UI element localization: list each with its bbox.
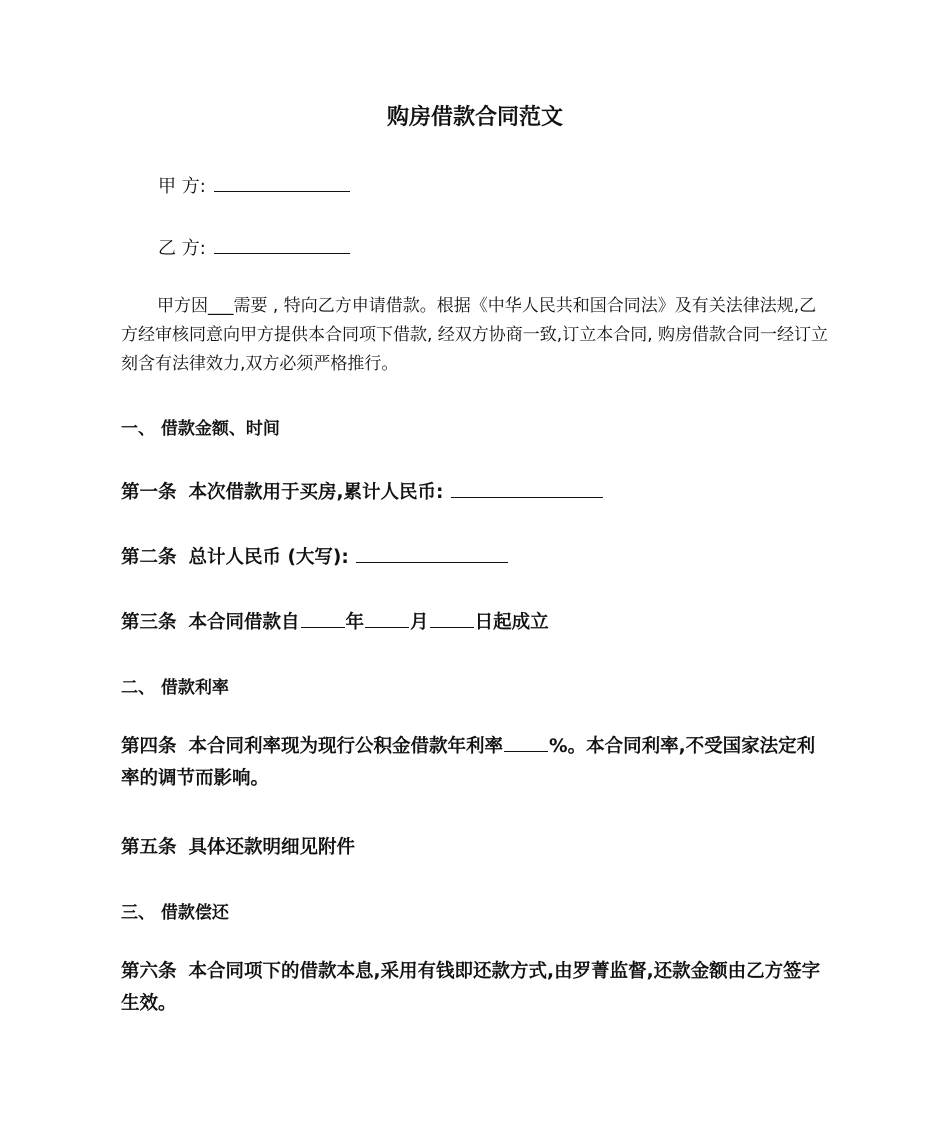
article-3-text-a: 本合同借款自 [188,612,300,633]
article-2 [121,543,509,569]
article-5-text: 具体还款明细见附件 [188,837,356,858]
article-1-number: 第一条 [121,482,177,503]
article-6 [121,956,833,1020]
article-5 [121,833,355,859]
article-3-number: 第三条 [121,612,177,633]
party-b-blank [214,235,350,254]
article-3-day-blank [430,609,474,628]
article-2-text: 总计人民币 (大写): [188,547,349,568]
section-heading-2: 二、 借款利率 [121,678,229,698]
article-3-text-d: 日起成立 [474,612,549,633]
article-5-number: 第五条 [121,837,177,858]
article-1-blank [451,479,603,498]
article-6-text: 本合同项下的借款本息,采用有钱即还款方式,由罗菁监督,还款金额由乙方签字生效。 [121,961,821,1014]
section-heading-3: 三、 借款偿还 [121,903,229,923]
party-a-line [158,172,352,198]
article-4-number: 第四条 [121,736,177,757]
document-title: 购房借款合同范文 [386,105,563,130]
article-4-text-a: 本合同利率现为现行公积金借款年利率 [188,736,504,757]
article-1-text: 本次借款用于买房,累计人民币: [188,482,444,503]
article-3-text-c: 月 [410,612,429,633]
party-b-label: 乙 方: [158,238,206,259]
article-2-number: 第二条 [121,547,177,568]
party-a-label: 甲 方: [158,176,206,197]
article-3 [121,608,549,634]
article-4-rate-blank [504,733,548,752]
article-3-year-blank [301,609,345,628]
article-6-number: 第六条 [121,961,177,982]
article-2-blank [356,544,508,563]
party-a-blank [214,173,350,192]
article-3-text-b: 年 [345,612,365,633]
section-heading-1: 一、 借款金额、时间 [121,419,280,439]
article-1 [121,478,604,504]
article-3-month-blank [365,609,409,628]
party-b-line [158,234,352,260]
article-4 [121,731,833,795]
intro-paragraph: 甲方因___需要 , 特向乙方申请借款。根据《中华人民共和国合同法》及有关法律法规,乙方经审核同意向甲方提供本合同项下借款, 经双方协商一致,订立本合同, 购房借款合同一经订立刻含有法律效力,双方必须严格推行。 [121,296,829,374]
article-4-text-b: %。本合同利率,不受国家法定利率的调节而影响。 [121,736,816,789]
